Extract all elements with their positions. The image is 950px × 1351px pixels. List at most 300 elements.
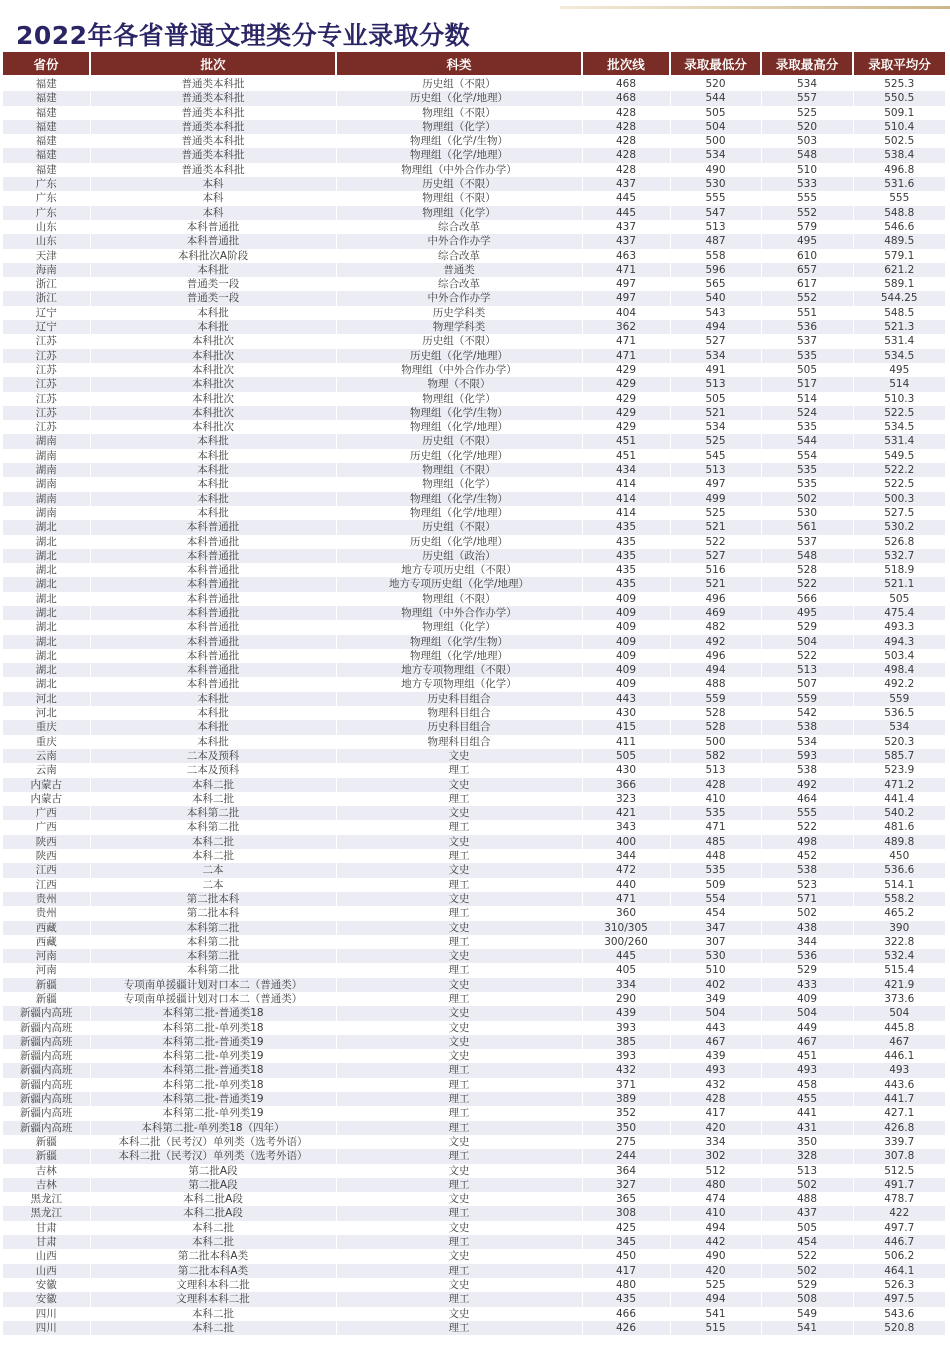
cell-min-score: 420: [670, 1121, 761, 1135]
cell-province: 湖北: [3, 592, 90, 606]
table-row: [3, 1235, 945, 1249]
table-row: [3, 906, 945, 920]
cell-batch-line: 497: [582, 291, 670, 305]
table-row: [3, 778, 945, 792]
cell-batch: 普通类本科批: [90, 91, 336, 105]
cell-batch: 本科批: [90, 477, 336, 491]
cell-min-score: 442: [670, 1235, 761, 1249]
cell-min-score: 469: [670, 606, 761, 620]
cell-subject-category: 物理（不限）: [336, 377, 582, 391]
cell-batch: 本科普通批: [90, 234, 336, 248]
cell-max-score: 534: [761, 76, 853, 91]
cell-batch: 本科第二批-单列类18（四年）: [90, 1121, 336, 1135]
cell-batch-line: 308: [582, 1206, 670, 1220]
cell-max-score: 513: [761, 1164, 853, 1178]
cell-subject-category: 物理组（化学）: [336, 120, 582, 134]
cell-avg-score: 549.5: [853, 449, 945, 463]
cell-batch: 本科批次A阶段: [90, 249, 336, 263]
cell-max-score: 458: [761, 1078, 853, 1092]
cell-min-score: 513: [670, 377, 761, 391]
cell-province: 四川: [3, 1321, 90, 1335]
cell-batch: 本科普通批: [90, 635, 336, 649]
cell-max-score: 657: [761, 263, 853, 277]
cell-max-score: 507: [761, 677, 853, 691]
cell-batch: 本科二批: [90, 1221, 336, 1235]
cell-batch-line: 429: [582, 363, 670, 377]
cell-batch-line: 409: [582, 663, 670, 677]
table-row: [3, 878, 945, 892]
cell-min-score: 534: [670, 349, 761, 363]
cell-province: 新疆内高班: [3, 1021, 90, 1035]
cell-max-score: 538: [761, 763, 853, 777]
table-row: [3, 477, 945, 491]
table-row: [3, 1307, 945, 1321]
table-row: [3, 921, 945, 935]
cell-subject-category: 地方专项历史组（不限）: [336, 563, 582, 577]
cell-province: 新疆内高班: [3, 1063, 90, 1077]
table-row: [3, 120, 945, 134]
cell-max-score: 541: [761, 1321, 853, 1335]
cell-avg-score: 550.5: [853, 91, 945, 105]
table-row: [3, 649, 945, 663]
cell-subject-category: 物理科目组合: [336, 735, 582, 749]
cell-avg-score: 522.2: [853, 463, 945, 477]
cell-max-score: 544: [761, 434, 853, 448]
cell-min-score: 516: [670, 563, 761, 577]
cell-province: 湖南: [3, 434, 90, 448]
table-row: [3, 535, 945, 549]
cell-batch-line: 440: [582, 878, 670, 892]
cell-avg-score: 443.6: [853, 1078, 945, 1092]
cell-max-score: 534: [761, 735, 853, 749]
cell-province: 新疆内高班: [3, 1035, 90, 1049]
cell-avg-score: 500.3: [853, 492, 945, 506]
cell-batch-line: 428: [582, 106, 670, 120]
table-row: [3, 91, 945, 105]
cell-min-score: 471: [670, 820, 761, 834]
cell-batch-line: 275: [582, 1135, 670, 1149]
cell-subject-category: 文史: [336, 835, 582, 849]
cell-batch: 本科第二批-单列类18: [90, 1078, 336, 1092]
table-row: [3, 206, 945, 220]
cell-avg-score: 520.3: [853, 735, 945, 749]
cell-min-score: 513: [670, 463, 761, 477]
cell-batch-line: 437: [582, 234, 670, 248]
cell-province: 河北: [3, 692, 90, 706]
cell-avg-score: 450: [853, 849, 945, 863]
cell-max-score: 493: [761, 1063, 853, 1077]
cell-province: 山东: [3, 220, 90, 234]
cell-batch: 第二批本科: [90, 906, 336, 920]
cell-max-score: 502: [761, 1264, 853, 1278]
cell-max-score: 557: [761, 91, 853, 105]
cell-batch-line: 451: [582, 449, 670, 463]
cell-subject-category: 文史: [336, 1192, 582, 1206]
cell-max-score: 503: [761, 134, 853, 148]
cell-batch: 本科第二批: [90, 949, 336, 963]
table-row: [3, 148, 945, 162]
table-row: [3, 692, 945, 706]
cell-max-score: 495: [761, 606, 853, 620]
cell-min-score: 527: [670, 549, 761, 563]
table-row: [3, 978, 945, 992]
cell-avg-score: 492.2: [853, 677, 945, 691]
cell-min-score: 554: [670, 892, 761, 906]
cell-avg-score: 589.1: [853, 277, 945, 291]
table-row: [3, 863, 945, 877]
cell-min-score: 494: [670, 1221, 761, 1235]
table-row: [3, 1121, 945, 1135]
cell-batch: 本科第二批-普通类19: [90, 1035, 336, 1049]
cell-batch-line: 409: [582, 606, 670, 620]
cell-subject-category: 物理组（不限）: [336, 463, 582, 477]
cell-batch: 本科普通批: [90, 649, 336, 663]
cell-subject-category: 物理组（化学/生物）: [336, 406, 582, 420]
cell-province: 江苏: [3, 377, 90, 391]
cell-province: 四川: [3, 1307, 90, 1321]
cell-province: 山东: [3, 234, 90, 248]
cell-subject-category: 物理组（化学/生物）: [336, 635, 582, 649]
cell-max-score: 535: [761, 420, 853, 434]
cell-province: 广东: [3, 177, 90, 191]
cell-batch: 本科批: [90, 434, 336, 448]
cell-batch-line: 472: [582, 863, 670, 877]
cell-province: 天津: [3, 249, 90, 263]
cell-subject-category: 物理组（化学/地理）: [336, 148, 582, 162]
cell-avg-score: 497.5: [853, 1292, 945, 1306]
cell-province: 江苏: [3, 406, 90, 420]
cell-min-score: 565: [670, 277, 761, 291]
cell-avg-score: 373.6: [853, 992, 945, 1006]
cell-max-score: 537: [761, 535, 853, 549]
cell-batch-line: 290: [582, 992, 670, 1006]
cell-min-score: 487: [670, 234, 761, 248]
cell-subject-category: 历史组（不限）: [336, 177, 582, 191]
cell-province: 云南: [3, 749, 90, 763]
cell-province: 新疆内高班: [3, 1121, 90, 1135]
cell-batch: 本科普通批: [90, 549, 336, 563]
cell-batch-line: 445: [582, 206, 670, 220]
cell-batch: 本科二批（民考汉）单列类（选考外语）: [90, 1135, 336, 1149]
cell-max-score: 617: [761, 277, 853, 291]
cell-batch-line: 435: [582, 535, 670, 549]
table-row: [3, 592, 945, 606]
cell-min-score: 521: [670, 406, 761, 420]
cell-subject-category: 历史组（化学/地理）: [336, 349, 582, 363]
cell-batch-line: 497: [582, 277, 670, 291]
table-row: [3, 606, 945, 620]
cell-batch: 本科普通批: [90, 577, 336, 591]
table-row: [3, 334, 945, 348]
cell-min-score: 302: [670, 1149, 761, 1163]
cell-min-score: 439: [670, 1049, 761, 1063]
table-row: [3, 506, 945, 520]
table-row: [3, 134, 945, 148]
cell-max-score: 610: [761, 249, 853, 263]
table-row: [3, 1149, 945, 1163]
cell-max-score: 552: [761, 291, 853, 305]
table-row: [3, 1049, 945, 1063]
cell-max-score: 538: [761, 720, 853, 734]
cell-min-score: 525: [670, 506, 761, 520]
cell-avg-score: 548.5: [853, 306, 945, 320]
cell-batch: 本科二批: [90, 1321, 336, 1335]
cell-batch-line: 366: [582, 778, 670, 792]
cell-subject-category: 物理组（化学/地理）: [336, 649, 582, 663]
cell-province: 湖北: [3, 635, 90, 649]
cell-subject-category: 理工: [336, 935, 582, 949]
cell-batch: 普通类本科批: [90, 120, 336, 134]
cell-province: 河南: [3, 949, 90, 963]
cell-avg-score: 505: [853, 592, 945, 606]
cell-batch: 二本及预科: [90, 763, 336, 777]
cell-batch: 本科二批A段: [90, 1192, 336, 1206]
cell-subject-category: 物理组（中外合作办学）: [336, 363, 582, 377]
cell-avg-score: 465.2: [853, 906, 945, 920]
cell-province: 新疆内高班: [3, 1092, 90, 1106]
table-row: [3, 635, 945, 649]
cell-batch: 本科批: [90, 320, 336, 334]
cell-batch-line: 323: [582, 792, 670, 806]
cell-avg-score: 427.1: [853, 1106, 945, 1120]
table-row: [3, 1164, 945, 1178]
cell-batch: 二本: [90, 863, 336, 877]
cell-max-score: 554: [761, 449, 853, 463]
cell-province: 福建: [3, 106, 90, 120]
cell-avg-score: 558.2: [853, 892, 945, 906]
cell-subject-category: 综合改革: [336, 220, 582, 234]
cell-min-score: 528: [670, 720, 761, 734]
cell-avg-score: 536.6: [853, 863, 945, 877]
cell-province: 湖北: [3, 620, 90, 634]
cell-subject-category: 理工: [336, 963, 582, 977]
cell-subject-category: 历史组（化学/地理）: [336, 449, 582, 463]
cell-min-score: 521: [670, 520, 761, 534]
cell-max-score: 433: [761, 978, 853, 992]
cell-batch-line: 435: [582, 1292, 670, 1306]
cell-subject-category: 文史: [336, 892, 582, 906]
cell-min-score: 490: [670, 1249, 761, 1263]
cell-subject-category: 普通类: [336, 263, 582, 277]
cell-subject-category: 地方专项历史组（化学/地理）: [336, 577, 582, 591]
cell-min-score: 504: [670, 1006, 761, 1020]
cell-batch: 本科第二批-单列类19: [90, 1106, 336, 1120]
cell-batch: 本科普通批: [90, 220, 336, 234]
cell-batch: 本科普通批: [90, 620, 336, 634]
cell-max-score: 566: [761, 592, 853, 606]
cell-min-score: 490: [670, 163, 761, 177]
cell-min-score: 410: [670, 792, 761, 806]
cell-province: 甘肃: [3, 1235, 90, 1249]
cell-batch: 本科普通批: [90, 592, 336, 606]
cell-batch: 文理科本科二批: [90, 1292, 336, 1306]
cell-max-score: 522: [761, 1249, 853, 1263]
cell-batch-line: 471: [582, 892, 670, 906]
cell-min-score: 467: [670, 1035, 761, 1049]
cell-batch-line: 428: [582, 134, 670, 148]
cell-batch: 本科二批（民考汉）单列类（选考外语）: [90, 1149, 336, 1163]
table-row: [3, 992, 945, 1006]
cell-avg-score: 514: [853, 377, 945, 391]
cell-avg-score: 538.4: [853, 148, 945, 162]
cell-avg-score: 510.3: [853, 392, 945, 406]
cell-max-score: 536: [761, 320, 853, 334]
cell-min-score: 410: [670, 1206, 761, 1220]
cell-province: 西藏: [3, 935, 90, 949]
cell-province: 吉林: [3, 1178, 90, 1192]
cell-max-score: 441: [761, 1106, 853, 1120]
cell-province: 广东: [3, 206, 90, 220]
cell-batch-line: 343: [582, 820, 670, 834]
cell-province: 江苏: [3, 392, 90, 406]
cell-avg-score: 475.4: [853, 606, 945, 620]
cell-batch-line: 480: [582, 1278, 670, 1292]
cell-province: 重庆: [3, 735, 90, 749]
table-row: [3, 1292, 945, 1306]
cell-min-score: 493: [670, 1063, 761, 1077]
cell-avg-score: 621.2: [853, 263, 945, 277]
table-row: [3, 1021, 945, 1035]
cell-batch: 本科批: [90, 692, 336, 706]
cell-batch-line: 300/260: [582, 935, 670, 949]
cell-batch: 文理科本科二批: [90, 1278, 336, 1292]
cell-avg-score: 534: [853, 720, 945, 734]
table-row: [3, 1249, 945, 1263]
cell-batch: 本科批次: [90, 406, 336, 420]
cell-max-score: 537: [761, 334, 853, 348]
table-row: [3, 163, 945, 177]
table-row: [3, 449, 945, 463]
cell-subject-category: 理工: [336, 878, 582, 892]
table-row: [3, 763, 945, 777]
table-row: [3, 735, 945, 749]
column-header-batch-line: 批次线: [582, 52, 670, 76]
cell-province: 新疆: [3, 992, 90, 1006]
cell-min-score: 428: [670, 1092, 761, 1106]
cell-max-score: 542: [761, 706, 853, 720]
cell-province: 新疆内高班: [3, 1106, 90, 1120]
cell-avg-score: 579.1: [853, 249, 945, 263]
cell-avg-score: 322.8: [853, 935, 945, 949]
cell-batch: 本科二批: [90, 792, 336, 806]
cell-province: 湖北: [3, 577, 90, 591]
table-row: [3, 1106, 945, 1120]
column-header-batch: 批次: [90, 52, 336, 76]
cell-min-score: 513: [670, 763, 761, 777]
cell-batch-line: 428: [582, 120, 670, 134]
cell-max-score: 502: [761, 492, 853, 506]
cell-batch-line: 468: [582, 76, 670, 91]
cell-province: 新疆: [3, 1149, 90, 1163]
cell-batch-line: 404: [582, 306, 670, 320]
cell-province: 新疆内高班: [3, 1006, 90, 1020]
cell-min-score: 417: [670, 1106, 761, 1120]
cell-avg-score: 536.5: [853, 706, 945, 720]
cell-batch-line: 466: [582, 1307, 670, 1321]
cell-subject-category: 文史: [336, 1049, 582, 1063]
cell-max-score: 559: [761, 692, 853, 706]
cell-max-score: 492: [761, 778, 853, 792]
cell-batch: 本科第二批: [90, 921, 336, 935]
table-row: [3, 249, 945, 263]
cell-batch: 本科普通批: [90, 535, 336, 549]
cell-min-score: 496: [670, 592, 761, 606]
cell-min-score: 488: [670, 677, 761, 691]
table-row: [3, 1035, 945, 1049]
cell-min-score: 555: [670, 191, 761, 205]
cell-batch-line: 414: [582, 506, 670, 520]
cell-batch: 本科第二批: [90, 963, 336, 977]
cell-province: 江苏: [3, 334, 90, 348]
cell-subject-category: 文史: [336, 1035, 582, 1049]
cell-subject-category: 综合改革: [336, 249, 582, 263]
cell-avg-score: 522.5: [853, 406, 945, 420]
cell-max-score: 513: [761, 663, 853, 677]
cell-min-score: 494: [670, 663, 761, 677]
cell-min-score: 540: [670, 291, 761, 305]
cell-province: 甘肃: [3, 1221, 90, 1235]
cell-min-score: 485: [670, 835, 761, 849]
table-row: [3, 620, 945, 634]
table-row: [3, 663, 945, 677]
cell-batch-line: 439: [582, 1006, 670, 1020]
cell-min-score: 547: [670, 206, 761, 220]
cell-batch: 二本: [90, 878, 336, 892]
cell-avg-score: 544.25: [853, 291, 945, 305]
cell-subject-category: 理工: [336, 1149, 582, 1163]
cell-batch-line: 421: [582, 806, 670, 820]
cell-batch: 本科二批: [90, 1235, 336, 1249]
cell-batch: 本科批: [90, 706, 336, 720]
cell-batch-line: 451: [582, 434, 670, 448]
cell-province: 江苏: [3, 349, 90, 363]
table-row: [3, 820, 945, 834]
cell-min-score: 582: [670, 749, 761, 763]
cell-min-score: 432: [670, 1078, 761, 1092]
cell-batch: 普通类一段: [90, 277, 336, 291]
cell-batch: 本科批: [90, 449, 336, 463]
cell-min-score: 512: [670, 1164, 761, 1178]
cell-batch-line: 364: [582, 1164, 670, 1178]
cell-batch-line: 405: [582, 963, 670, 977]
cell-max-score: 350: [761, 1135, 853, 1149]
cell-subject-category: 历史学科类: [336, 306, 582, 320]
cell-subject-category: 中外合作办学: [336, 291, 582, 305]
cell-subject-category: 文史: [336, 1278, 582, 1292]
cell-province: 湖南: [3, 477, 90, 491]
cell-province: 湖北: [3, 606, 90, 620]
cell-batch-line: 393: [582, 1049, 670, 1063]
cell-subject-category: 文史: [336, 978, 582, 992]
cell-min-score: 474: [670, 1192, 761, 1206]
table-row: [3, 1178, 945, 1192]
table-row: [3, 1206, 945, 1220]
cell-province: 湖南: [3, 463, 90, 477]
cell-batch-line: 443: [582, 692, 670, 706]
table-row: [3, 177, 945, 191]
cell-min-score: 525: [670, 434, 761, 448]
cell-min-score: 530: [670, 949, 761, 963]
cell-subject-category: 历史科目组合: [336, 720, 582, 734]
cell-subject-category: 历史组（不限）: [336, 334, 582, 348]
cell-batch-line: 414: [582, 477, 670, 491]
cell-batch-line: 345: [582, 1235, 670, 1249]
cell-min-score: 443: [670, 1021, 761, 1035]
cell-avg-score: 489.5: [853, 234, 945, 248]
cell-max-score: 523: [761, 878, 853, 892]
table-row: [3, 1135, 945, 1149]
cell-subject-category: 理工: [336, 763, 582, 777]
